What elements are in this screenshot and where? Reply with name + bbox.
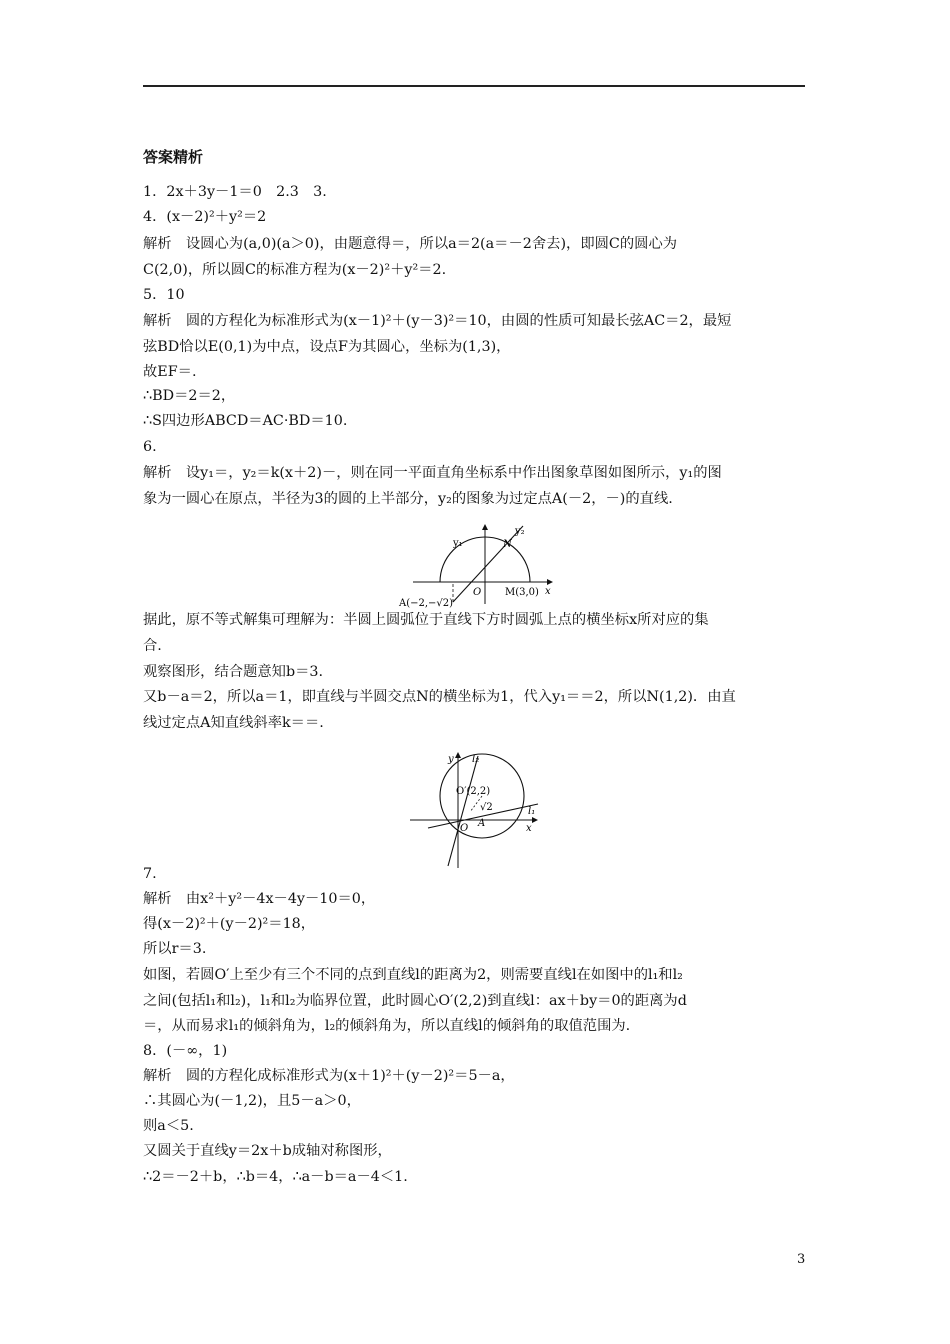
label-m: M(3,0) [505,587,539,598]
text-line: C(2,0)，所以圆C的标准方程为(x－2)²＋y²＝2. [143,262,447,278]
label-y: y [448,754,454,765]
text-line: 1．2x＋3y－1＝0 2.3 3. [143,184,327,200]
text-line: 又圆关于直线y＝2x＋b成轴对称图形， [143,1143,392,1159]
text-line: 故EF＝. [143,364,197,380]
text-line: 象为一圆心在原点，半径为3的圆的上半部分，y₂的图象为过定点A(－2，－)的直线. [143,491,673,507]
page-number: 3 [797,1252,806,1267]
label-o: O [460,823,469,834]
text-line: 解析 设圆心为(a,0)(a＞0)，由题意得＝，所以a＝2(a＝－2舍去)，即圆C的圆心为 [143,236,678,252]
label-y2: y₂ [515,526,525,537]
label-o: O [473,587,482,598]
text-line: 得(x－2)²＋(y－2)²＝18， [143,916,316,932]
y-axis-arrow [455,752,461,758]
text-line: ∴BD＝2＝2， [143,388,236,404]
text-line: 据此，原不等式解集可理解为：半圆上圆弧位于直线下方时圆弧上点的横坐标x所对应的集 [143,612,709,628]
text-line: 所以r＝3. [143,941,207,957]
text-line: 6. [143,439,157,455]
text-line: 合. [143,638,162,654]
label-l1: l₁ [528,806,536,817]
text-line: 7. [143,866,157,882]
label-a: A [478,818,486,829]
label-y1: y₁ [453,538,463,549]
text-line: 解析 由x²＋y²－4x－4y－10＝0， [143,891,376,907]
text-line: 之间(包括l₁和l₂)，l₁和l₂为临界位置，此时圆心O′(2,2)到直线l：ax＋by＝0的距离为d [143,993,687,1009]
text-line: 线过定点A知直线斜率k＝＝. [143,715,324,731]
text-line: ∴S四边形ABCD＝AC·BD＝10. [143,413,348,429]
text-line: 解析 圆的方程化成标准形式为(x＋1)²＋(y－2)²＝5－a， [143,1068,515,1084]
text-line: 弦BD恰以E(0,1)为中点，设点F为其圆心，坐标为(1,3)， [143,339,511,355]
figure-semicircle [395,522,565,610]
label-o-prime: O′(2,2) [456,786,491,797]
label-l2: l₂ [472,754,480,765]
text-line: 5．10 [143,287,185,303]
text-line: 观察图形，结合题意知b＝3. [143,664,324,680]
label-sqrt2: √2 [480,802,493,813]
text-line: 解析 圆的方程化为标准形式为(x－1)²＋(y－3)²＝10，由圆的性质可知最长弦AC＝2，最短 [143,313,732,329]
text-line: 4．(x－2)²＋y²＝2 [143,209,267,225]
text-line: ＝，从而易求l₁的倾斜角为，l₂的倾斜角为，所以直线l的倾斜角的取值范围为. [143,1018,631,1034]
line-l2 [448,756,478,866]
label-x: x [526,823,532,834]
header-rule [143,85,805,87]
text-line: ∴其圆心为(－1,2)，且5－a＞0， [143,1093,361,1109]
section-heading: 答案精析 [143,148,204,166]
text-line: ∴2＝－2＋b，∴b＝4，∴a－b＝a－4＜1. [143,1169,408,1185]
text-line: 8．(－∞，1) [143,1043,228,1059]
text-line: 又b－a＝2，所以a＝1，即直线与半圆交点N的横坐标为1，代入y₁＝＝2，所以N(1,2)．由直 [143,689,736,705]
text-line: 则a＜5. [143,1118,194,1134]
x-axis-arrow [532,817,538,823]
x-axis-arrow [547,579,553,585]
y-axis-arrow [482,524,488,530]
text-line: 解析 设y₁＝，y₂＝k(x＋2)－，则在同一平面直角坐标系中作出图象草图如图所示，y₁的图 [143,465,722,481]
figure-circle-lines [408,748,546,870]
label-x: x [545,586,551,597]
text-line: 如图，若圆O′上至少有三个不同的点到直线l的距离为2，则需要直线l在如图中的l₁和l₂ [143,967,683,983]
label-n: N [503,539,512,550]
label-a: A(−2,−√2) [399,598,454,609]
